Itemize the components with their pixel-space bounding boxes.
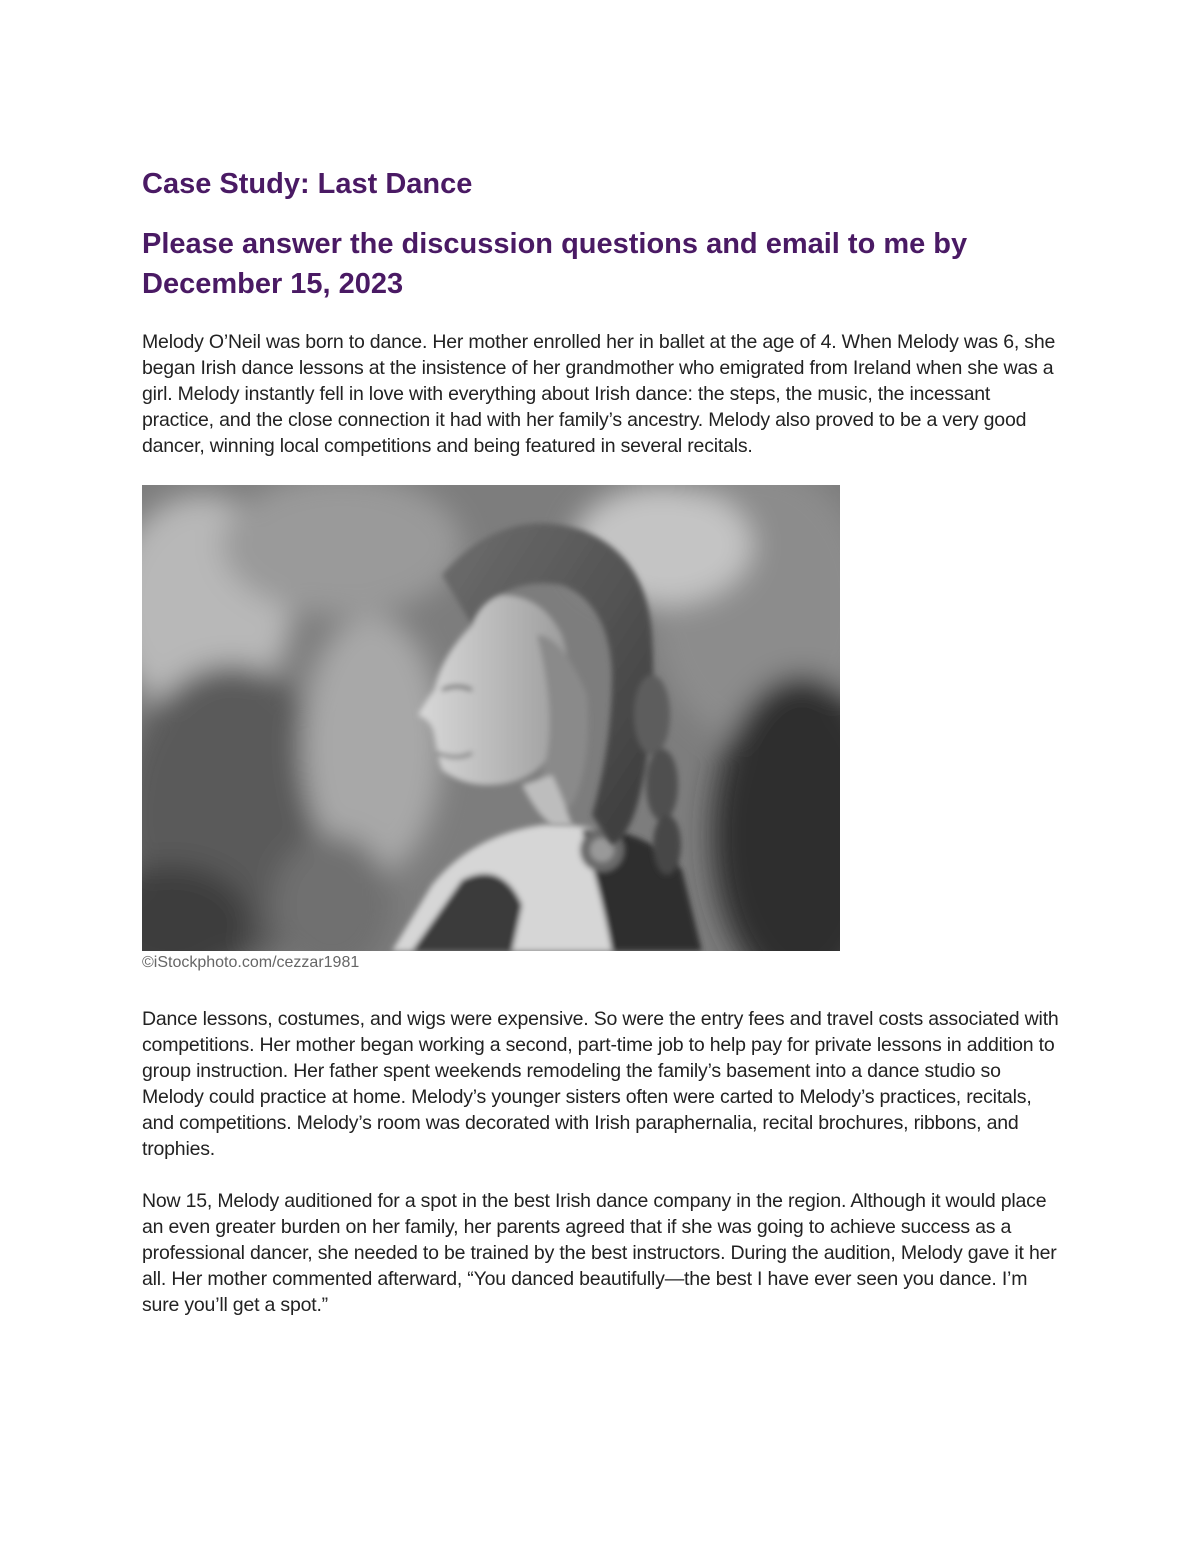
dancer-photo bbox=[142, 485, 840, 951]
photo-credit: ©iStockphoto.com/cezzar1981 bbox=[142, 954, 360, 971]
document-body bbox=[142, 166, 1067, 1318]
paragraph-audition: Now 15, Melody auditioned for a spot in the best Irish dance company in the region. Although it would place an even greater burden on her family, her parents agreed that if she was going to achieve success as a professional dancer, she needed to be trained by the best instructors. During the audition, Melody gave it her all. Her mother commented afterward, “You danced beautifully—the best I have ever seen you dance. I’m sure you’ll get a spot.” bbox=[142, 1190, 1057, 1316]
assignment-instructions: Please answer the discussion questions and email to me by December 15, 2023 bbox=[142, 228, 968, 300]
paragraph-intro: Melody O’Neil was born to dance. Her mother enrolled her in ballet at the age of 4. When Melody was 6, she began Irish dance lessons at the insistence of her grandmother who emigrated from Ireland when she was a girl. Melody instantly fell in love with everything about Irish dance: the steps, the music, the incessant practice, and the close connection it had with her family’s ancestry. Melody also proved to be a very good dancer, winning local competitions and being featured in several recitals. bbox=[142, 331, 1056, 457]
photo-figure bbox=[142, 485, 840, 974]
case-study-title: Case Study: Last Dance bbox=[142, 168, 473, 200]
paragraph-costs: Dance lessons, costumes, and wigs were expensive. So were the entry fees and travel costs associated with competitions. Her mother began working a second, part-time job to help pay for private lessons in addition to group instruction. Her father spent weekends remodeling the family’s basement into a dance studio so Melody could practice at home. Melody’s younger sisters often were carted to Melody’s practices, recitals, and competitions. Melody’s room was decorated with Irish paraphernalia, recital brochures, ribbons, and trophies. bbox=[142, 1008, 1059, 1160]
